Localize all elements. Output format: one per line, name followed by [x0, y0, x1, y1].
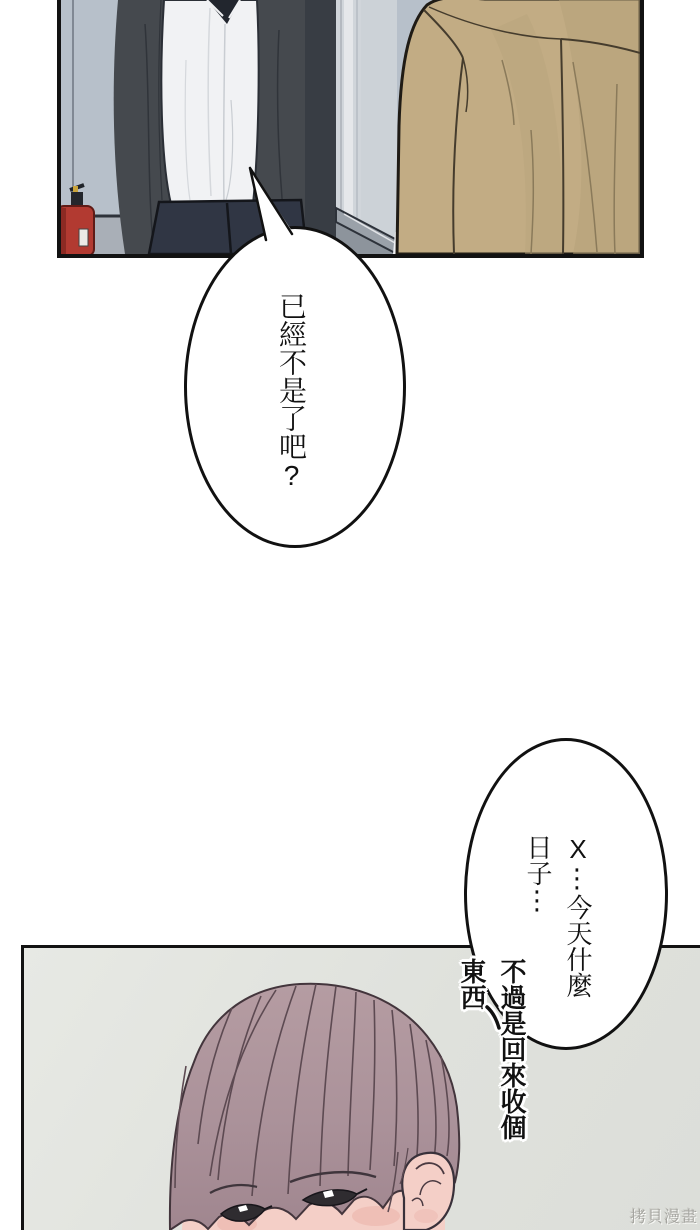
hallway-scene	[61, 0, 640, 254]
panel-hallway	[57, 0, 644, 258]
aside-text-tail-stroke	[480, 1002, 514, 1036]
watermark: 拷貝漫畫	[630, 1209, 699, 1226]
aside-text-column-1: 不過是回來收個	[497, 958, 527, 1140]
doorway	[305, 0, 397, 254]
character-head	[170, 984, 459, 1230]
aside-text	[452, 958, 532, 1178]
blush-right	[352, 1206, 400, 1226]
aside-text-column-2: 東西	[457, 958, 487, 1010]
door-frame	[305, 0, 336, 254]
speech-bubble-2-column-1: X⋮今天什麼	[563, 834, 593, 998]
speech-bubble-2-column-2: 日子⋮	[523, 834, 553, 916]
speech-bubble-1-text: 已經不是了吧?	[276, 292, 307, 491]
figure-trench-coat-back	[397, 0, 640, 254]
speech-bubble-1-tail	[238, 158, 308, 250]
